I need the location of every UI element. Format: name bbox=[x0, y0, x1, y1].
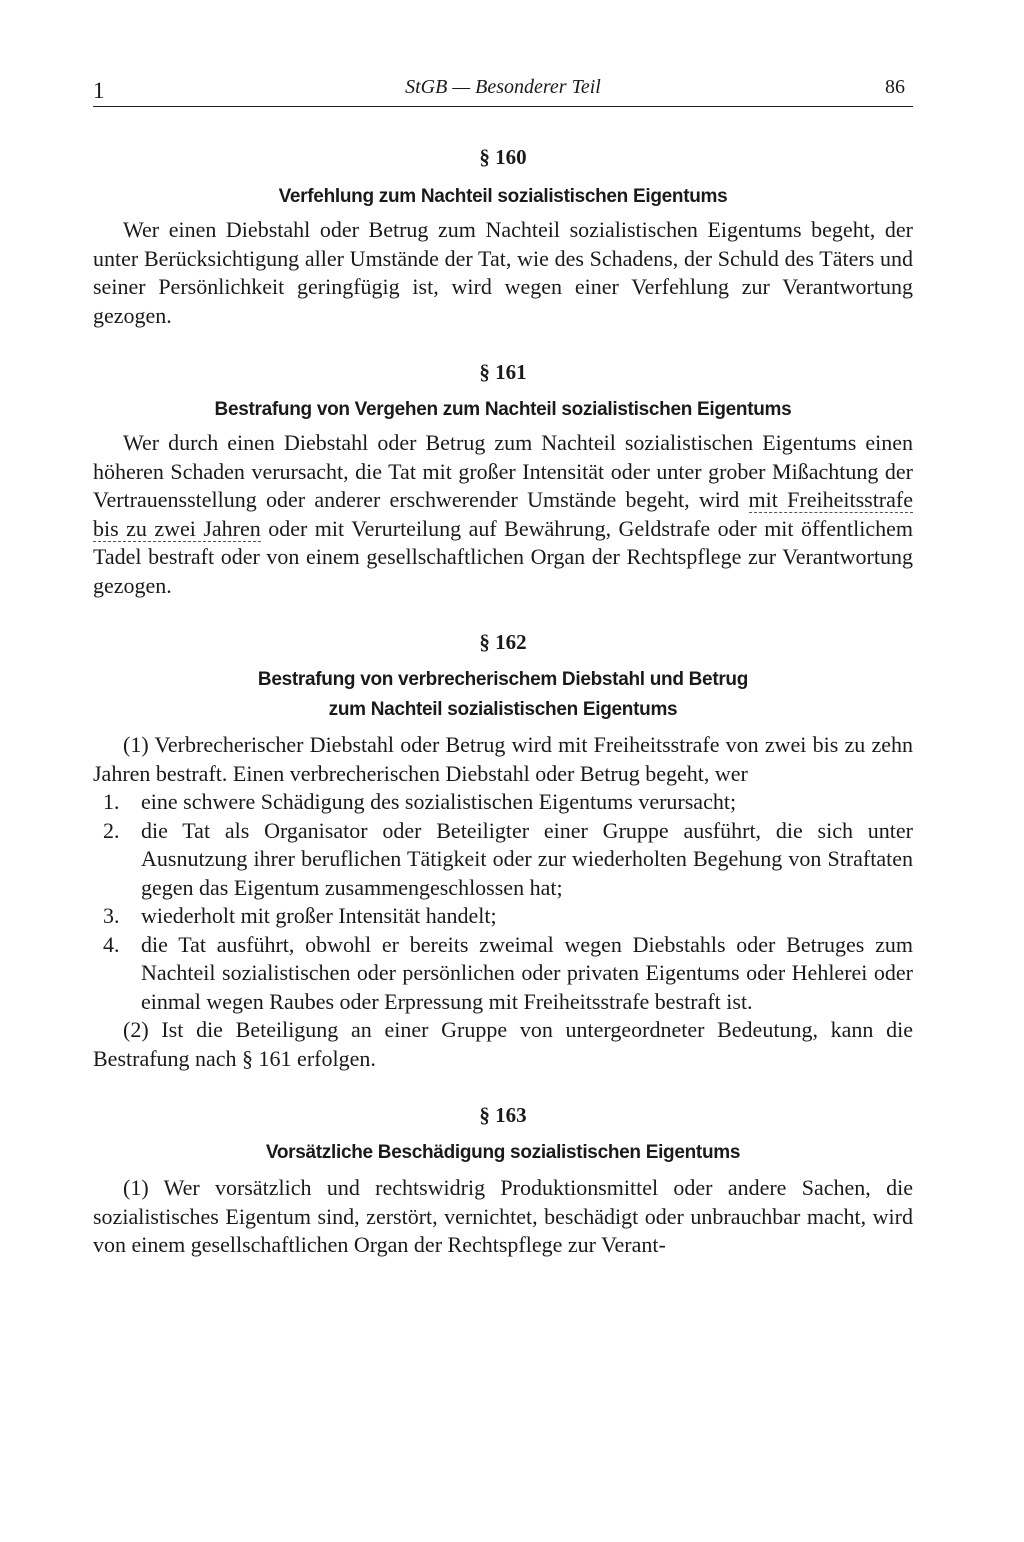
section-title: Vorsätzliche Beschädigung sozialistischen Eigentums bbox=[265, 1142, 741, 1163]
list-item-number: 3. bbox=[103, 903, 120, 928]
header-title: StGB — Besonderer Teil bbox=[405, 76, 601, 98]
section-paragraph: Wer einen Diebstahl oder Betrug zum Nachteil sozialistischen Eigentums begeht, der unter Berücksichtigung aller Umstände der Tat, wie des Schadens, der Schuld des Täters und seiner Persönlichkeit geringfügig ist, wird wegen einer Verfehlung zur Verantwortung gezogen. bbox=[93, 217, 913, 328]
section-number: § 163 bbox=[479, 1103, 527, 1127]
section-163 bbox=[93, 1103, 913, 1260]
section-title: Verfehlung zum Nachteil sozialistischen Eigentums bbox=[278, 186, 728, 207]
paragraph-text: oder mit Verurteilung auf Bewährung, Geldstrafe oder mit öffentlichem Tadel bestraft oder von einem gesellschaftlichen Organ der Rechtspflege zur Verantwortung gezogen. bbox=[93, 515, 913, 598]
list-item bbox=[93, 931, 913, 1017]
list-item bbox=[93, 817, 913, 903]
list-item bbox=[93, 788, 913, 817]
document-page bbox=[93, 72, 913, 1260]
section-161 bbox=[93, 360, 913, 600]
handwritten-underline-text: mit Freiheitsstrafe bis zu zwei Jahren bbox=[93, 487, 913, 541]
list-item bbox=[93, 902, 913, 931]
section-paragraph-1: (1) Wer vorsätzlich und rechtswidrig Produktionsmittel oder andere Sachen, die sozialistisches Eigentum sind, zerstört, vernichtet, beschädigt oder unbrauchbar macht, wird von einem gesellschaftlichen Organ der Rechtspflege zur Verant- bbox=[93, 1175, 913, 1257]
section-paragraph-2: (2) Ist die Beteiligung an einer Gruppe von untergeordneter Bedeutung, kann die Bestrafung nach § 161 erfolgen. bbox=[93, 1017, 913, 1071]
section-title: Bestrafung von Vergehen zum Nachteil sozialistischen Eigentums bbox=[214, 399, 792, 420]
running-header bbox=[93, 72, 913, 107]
section-number: § 160 bbox=[479, 145, 527, 169]
section-162 bbox=[93, 630, 913, 1073]
list-item-text: die Tat als Organisator oder Beteiligter einer Gruppe ausführt, die sich unter Ausnutzung ihrer beruflichen Tätigkeit oder zur wiederholten Begehung von Straftaten gegen das Eigentum zusammengeschlossen hat; bbox=[141, 817, 913, 900]
section-paragraph bbox=[93, 429, 913, 600]
volume-number: 1 bbox=[93, 78, 105, 103]
list-item-text: wiederholt mit großer Intensität handelt; bbox=[141, 903, 497, 928]
section-title-line1: Bestrafung von verbrecherischem Diebstahl und Betrug bbox=[257, 669, 749, 690]
list-item-number: 2. bbox=[103, 817, 120, 843]
paragraph-text: Wer durch einen Diebstahl oder Betrug zum Nachteil sozialistischen Eigentums einen höheren Schaden verursacht, die Tat mit großer Intensität oder unter grober Mißachtung der Vertrauensstellung oder anderer erschwerender Umstände begeht, wird bbox=[93, 430, 913, 512]
section-number: § 162 bbox=[479, 630, 527, 654]
page-number: 86 bbox=[885, 76, 905, 98]
list-item-number: 1. bbox=[103, 789, 120, 814]
list-item-text: eine schwere Schädigung des sozialistischen Eigentums verursacht; bbox=[141, 789, 737, 814]
section-number: § 161 bbox=[479, 360, 527, 384]
section-title-line2: zum Nachteil sozialistischen Eigentums bbox=[328, 699, 678, 720]
section-160 bbox=[93, 145, 913, 330]
list-item-number: 4. bbox=[103, 931, 120, 957]
list-item-text: die Tat ausführt, obwohl er bereits zweimal wegen Diebstahls oder Betruges zum Nachteil sozialistischen oder persönlichen oder privaten Eigentums oder Hehlerei oder einmal wegen Raubes oder Erpressung mit Freiheitsstrafe bestraft ist. bbox=[141, 931, 913, 1014]
section-paragraph-1: (1) Verbrecherischer Diebstahl oder Betrug wird mit Freiheitsstrafe von zwei bis zu zehn Jahren bestraft. Einen verbrecherischen Diebstahl oder Betrug begeht, wer bbox=[93, 732, 913, 786]
